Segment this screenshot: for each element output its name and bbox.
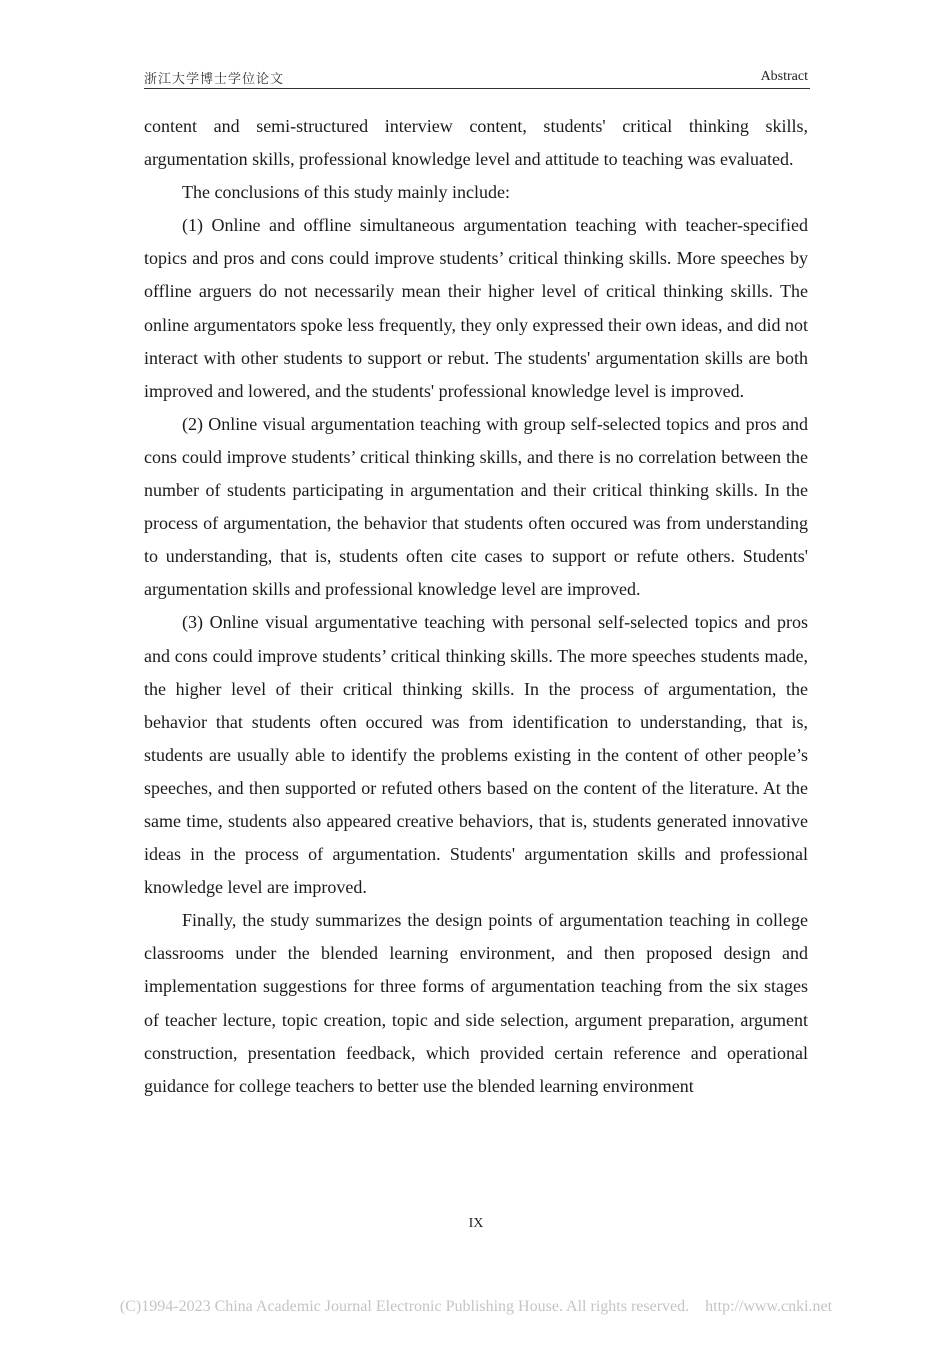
paragraph-conclusion-1: (1) Online and offline simultaneous argumentation teaching with teacher-specified topics and pros and cons could improve students’ critical thinking skills. More speeches by offline arguers do not necessarily mean their higher level of critical thinking skills. The online argumentators spoke less frequently, they only expressed their own ideas, and did not interact with other students to support or rebut. The students' argumentation skills are both improved and lowered, and the students' professional knowledge level is improved. [144,215,808,401]
abstract-body [144,110,808,1103]
paragraph-continuation: content and semi-structured interview content, students' critical thinking skills, argumentation skills, professional knowledge level and attitude to teaching was evaluated. [144,116,808,170]
copyright-text: (C)1994-2023 China Academic Journal Electronic Publishing House. All rights reserved. [119,1298,690,1315]
paragraph-conclusion-3: (3) Online visual argumentative teaching with personal self-selected topics and pros and cons could improve students’ critical thinking skills. The more speeches students made, the higher level of their critical thinking skills. In the process of argumentation, the behavior that students often occured was from identification to understanding, that is, students are usually able to identify the problems existing in the content of other people’s speeches, and then supported or refuted others based on the content of the literature. At the same time, students also appeared creative behaviors, that is, students generated innovative ideas in the process of argumentation. Students' argumentation skills and professional knowledge level are improved. [144,612,808,898]
paragraph-conclusion-2: (2) Online visual argumentation teaching with group self-selected topics and pros and cons could improve students’ critical thinking skills, and there is no correlation between the number of students participating in argumentation and their critical thinking skills. In the process of argumentation, the behavior that students often occured was from understanding to understanding, that is, students often cite cases to support or refute others. Students' argumentation skills and professional knowledge level are improved. [144,413,808,600]
paragraph-final-summary: Finally, the study summarizes the design points of argumentation teaching in college classrooms under the blended learning environment, and then proposed design and implementation suggestions for three forms of argumentation teaching from the six stages of teacher lecture, topic creation, topic and side selection, argument preparation, argument construction, presentation feedback, which provided certain reference and operational guidance for college teachers to better use the blended learning environment [144,910,808,1096]
paragraph-conclusions-intro: The conclusions of this study mainly include: [182,182,510,203]
page-number: IX [468,1216,484,1231]
header-thesis-title: 浙江大学博士学位论文 [144,71,285,86]
copyright-footer [0,1298,952,1316]
running-header [144,66,810,89]
footer-url: http://www.cnki.net [705,1298,833,1315]
header-section-title: Abstract [760,69,808,84]
